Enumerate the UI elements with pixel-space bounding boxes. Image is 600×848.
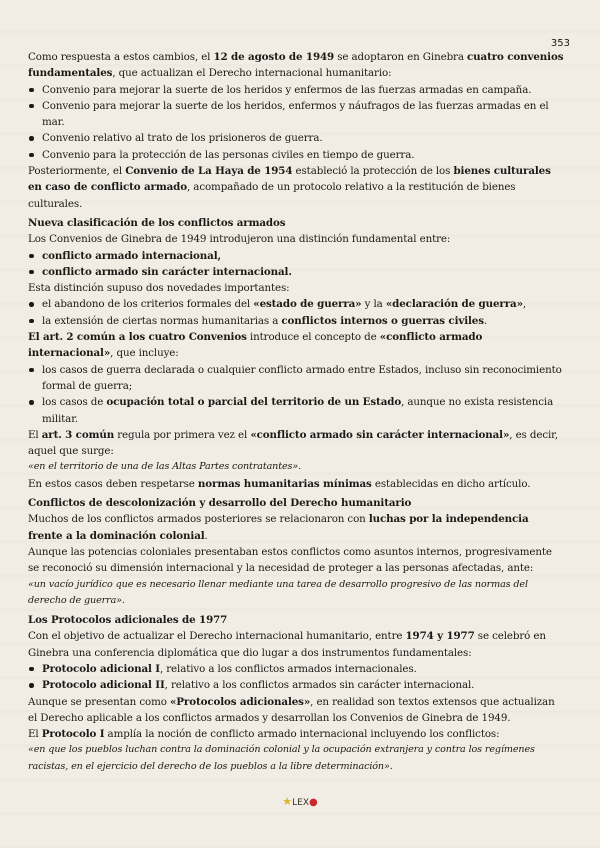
list-item: los casos de guerra declarada o cualquier conflicto armado entre Estados, incluso sin reconocimiento formal de guerra; <box>28 362 566 395</box>
star-icon: ★ <box>282 795 293 808</box>
list-item: la extensión de ciertas normas humanitarias a conflictos internos o guerras civiles. <box>28 313 566 329</box>
intro-paragraph: Como respuesta a estos cambios, el 12 de agosto de 1949 se adoptaron en Ginebra cuatro convenios fundamentales, que actualizan el Derecho internacional humanitario: <box>28 51 564 80</box>
paragraph: Aunque las potencias coloniales presentaban estos conflictos como asuntos internos, progresivamente se reconoció su dimensión internacional y la necesidad de proteger a las personas afectadas, ante: <box>28 545 552 575</box>
logo-text: LEX <box>292 798 309 808</box>
list-item: los casos de ocupación total o parcial del territorio de un Estado, aunque no exista resistencia militar. <box>28 394 566 427</box>
quote: «un vacío jurídico que es necesario llenar mediante una tarea de desarrollo progresivo de las normas del derecho de guerra». <box>28 578 528 606</box>
paragraph: Los Convenios de Ginebra de 1949 introdujeron una distinción fundamental entre: <box>28 233 451 246</box>
page-number: 353 <box>550 38 570 49</box>
footer-logo <box>0 795 600 808</box>
list-item: conflicto armado sin carácter internacional. <box>28 264 566 280</box>
list-item: el abandono de los criterios formales del «estado de guerra» y la «declaración de guerra», <box>28 296 566 312</box>
cases-list <box>28 362 566 427</box>
section-heading: Los Protocolos adicionales de 1977 <box>28 614 228 627</box>
types-list <box>28 248 566 281</box>
drop-icon: ● <box>309 797 318 808</box>
section-heading: Nueva clasificación de los conflictos armados <box>28 216 286 229</box>
list-item: Convenio para mejorar la suerte de los heridos, enfermos y náufragos de las fuerzas armadas en el mar. <box>28 98 566 131</box>
quote: «en el territorio de una de las Altas Partes contratantes». <box>28 461 301 473</box>
conventions-list <box>28 82 566 163</box>
art2-paragraph: El art. 2 común a los cuatro Convenios introduce el concepto de «conflicto armado internacional», que incluye: <box>28 331 483 360</box>
list-item: Protocolo adicional I, relativo a los conflictos armados internacionales. <box>28 661 566 677</box>
hague-paragraph: Posteriormente, el Convenio de La Haya de 1954 estableció la protección de los bienes culturales en caso de conflicto armado, acompañado de un protocolo relativo a la restitución de bienes culturales. <box>28 165 551 210</box>
list-item: Protocolo adicional II, relativo a los conflictos armados sin carácter internacional. <box>28 677 566 693</box>
paragraph: Muchos de los conflictos armados posteriores se relacionaron con luchas por la independencia frente a la dominación colonial. <box>28 513 529 542</box>
paragraph: Esta distinción supuso dos novedades importantes: <box>28 282 290 295</box>
paragraph: En estos casos deben respetarse normas humanitarias mínimas establecidas en dicho artículo. <box>28 477 531 490</box>
paragraph: El Protocolo I amplía la noción de conflicto armado internacional incluyendo los conflictos: <box>28 728 500 741</box>
art3-paragraph: El art. 3 común regula por primera vez el «conflicto armado sin carácter internacional», es decir, aquel que surge: <box>28 428 558 458</box>
list-item: Convenio para la protección de las personas civiles en tiempo de guerra. <box>28 147 566 163</box>
list-item: conflicto armado internacional, <box>28 248 566 264</box>
section-heading: Conflictos de descolonización y desarrollo del Derecho humanitario <box>28 497 412 510</box>
paragraph: Con el objetivo de actualizar el Derecho internacional humanitario, entre 1974 y 1977 se celebró en Ginebra una conferencia diplomática que dio lugar a dos instrumentos fundamentales: <box>28 630 546 659</box>
list-item: Convenio relativo al trato de los prisioneros de guerra. <box>28 130 566 146</box>
paragraph: Aunque se presentan como «Protocolos adicionales», en realidad son textos extensos que actualizan el Derecho aplicable a los conflictos armados y desarrollan los Convenios de Ginebra de 1949. <box>28 695 555 724</box>
list-item: Convenio para mejorar la suerte de los heridos y enfermos de las fuerzas armadas en campaña. <box>28 82 566 98</box>
page-content <box>28 49 566 775</box>
protocols-list <box>28 661 566 694</box>
novelties-list <box>28 296 566 329</box>
quote: «en que los pueblos luchan contra la dominación colonial y la ocupación extranjera y contra los regímenes racistas, en el ejercicio del derecho de los pueblos a la libre determinación». <box>28 744 535 772</box>
